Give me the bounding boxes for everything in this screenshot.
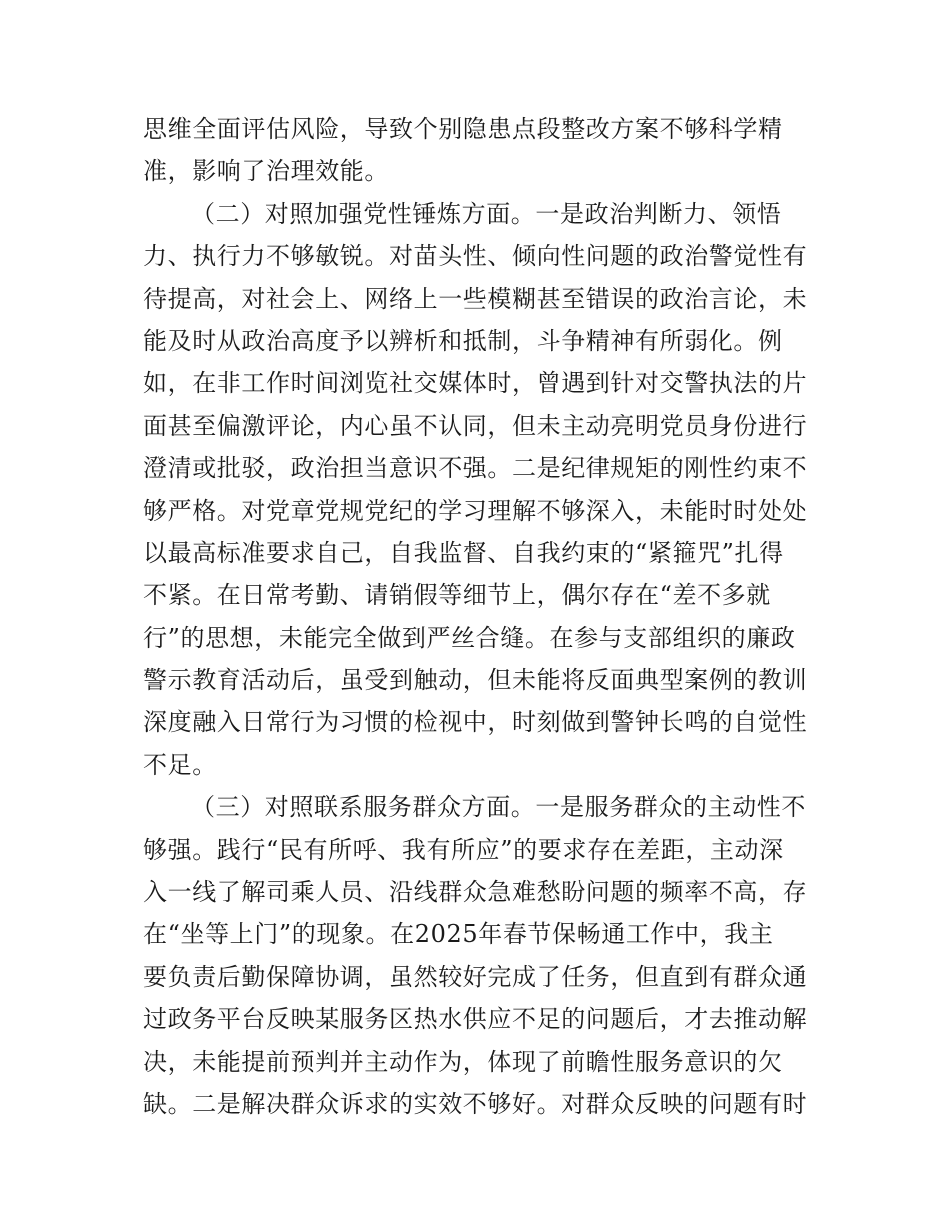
text-line: 行”的思想，未能完全做到严丝合缝。在参与支部组织的廉政 [143, 623, 796, 652]
text-line: 思维全面评估风险，导致个别隐患点段整改方案不够科学精 [143, 115, 783, 143]
text-line: 决，未能提前预判并主动作为，体现了前瞻性服务意识的欠 [143, 1047, 783, 1076]
text-line: 面甚至偏激评论，内心虽不认同，但未主动亮明党员身份进行 [143, 411, 808, 440]
text-line: 缺。二是解决群众诉求的实效不够好。对群众反映的问题有时 [143, 1089, 808, 1118]
document-body [143, 108, 810, 1125]
text-line: 能及时从政治高度予以辨析和抵制，斗争精神有所弱化。例 [143, 326, 783, 355]
text-line: 力、执行力不够敏锐。对苗头性、倾向性问题的政治警觉性有 [143, 242, 808, 271]
text-line: 澄清或批驳，政治担当意识不强。二是纪律规矩的刚性约束不 [143, 454, 808, 483]
text-line: 过政务平台反映某服务区热水供应不足的问题后，才去推动解 [143, 1005, 808, 1034]
text-line: 在“坐等上门”的现象。在2025年春节保畅通工作中，我主 [143, 920, 774, 949]
text-line: 准，影响了治理效能。 [143, 157, 389, 186]
text-line: 不紧。在日常考勤、请销假等细节上，偶尔存在“差不多就 [143, 581, 771, 610]
text-line: 以最高标准要求自己，自我监督、自我约束的“紧箍咒”扎得 [143, 538, 784, 567]
text-line: 入一线了解司乘人员、沿线群众急难愁盼问题的频率不高，存 [143, 878, 808, 907]
section-heading-line: （二）对照加强党性锤炼方面。一是政治判断力、领悟 [191, 199, 782, 228]
text-line: 不足。 [143, 750, 217, 779]
text-line: 够强。践行“民有所呼、我有所应”的要求存在差距，主动深 [143, 835, 784, 864]
text-line: 如，在非工作时间浏览社交媒体时，曾遇到针对交警执法的片 [143, 369, 808, 398]
text-line: 要负责后勤保障协调，虽然较好完成了任务，但直到有群众通 [143, 962, 808, 991]
text-line: 警示教育活动后，虽受到触动，但未能将反面典型案例的教训 [143, 666, 808, 695]
text-line: 待提高，对社会上、网络上一些模糊甚至错误的政治言论，未 [143, 284, 808, 313]
text-line: 够严格。对党章党规党纪的学习理解不够深入，未能时时处处 [143, 496, 808, 525]
section-heading-line: （三）对照联系服务群众方面。一是服务群众的主动性不 [191, 793, 806, 822]
text-line: 深度融入日常行为习惯的检视中，时刻做到警钟长鸣的自觉性 [143, 708, 808, 737]
